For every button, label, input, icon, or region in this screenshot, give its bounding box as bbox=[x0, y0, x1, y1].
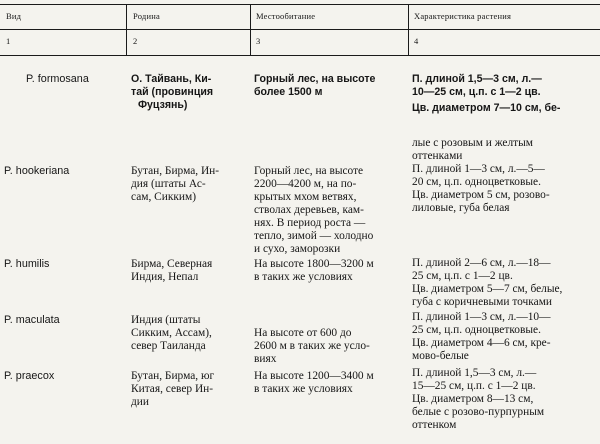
habitat-line: 2600 м в таких же усло- bbox=[254, 340, 370, 352]
description-line: П. длиной 2—6 см, л.—18— bbox=[412, 257, 551, 269]
description-line: мово-белые bbox=[412, 350, 469, 362]
homeland-line: дия (штаты Ас- bbox=[131, 178, 206, 190]
description-line: П. длиной 1,5—3 см, л.— bbox=[412, 367, 537, 379]
description-line: Цв. диаметром 5 см, розово- bbox=[412, 189, 550, 201]
homeland-line: Бутан, Бирма, юг bbox=[131, 370, 215, 382]
habitat-line: в таких же условиях bbox=[254, 271, 353, 283]
description-line: 15—25 см, ц.п. с 1—2 цв. bbox=[412, 380, 536, 392]
species-name: P. formosana bbox=[26, 73, 89, 85]
description-line: белые с розово-пурпурным bbox=[412, 406, 545, 418]
description-line: 25 см, ц.п. с 1—2 цв. bbox=[412, 270, 513, 282]
description-line: Цв. диаметром 8—13 см, bbox=[412, 393, 534, 405]
homeland-line: Бутан, Бирма, Ин- bbox=[131, 165, 220, 177]
description-line: П. длиной 1—3 см, л.—10— bbox=[412, 311, 551, 323]
header-habitat: Местообитание bbox=[256, 11, 316, 21]
homeland-line: Индия (штаты bbox=[131, 314, 201, 326]
habitat-line: и сухо, заморозки bbox=[254, 243, 341, 255]
column-number-4: 4 bbox=[414, 36, 419, 46]
habitat-line: виях bbox=[254, 353, 277, 365]
header-divider-2 bbox=[250, 4, 251, 55]
habitat-line: Горный лес, на высоте bbox=[254, 165, 364, 177]
description-line: лиловые, губа белая bbox=[412, 202, 510, 214]
header-characteristics: Характеристика растения bbox=[414, 11, 512, 21]
habitat-line: Горный лес, на высоте bbox=[254, 73, 376, 85]
habitat-line: На высоте 1800—3200 м bbox=[254, 258, 374, 270]
description-line: Цв. диаметром 5—7 см, белые, bbox=[412, 283, 563, 295]
habitat-line: На высоте от 600 до bbox=[254, 327, 352, 339]
description-line: Цв. диаметром 7—10 см, бе- bbox=[412, 102, 561, 114]
homeland-line: дии bbox=[131, 396, 149, 408]
homeland-line: Фуцзянь) bbox=[138, 99, 188, 111]
column-number-3: 3 bbox=[256, 36, 261, 46]
header-bottom-rule bbox=[0, 55, 600, 56]
description-line: 20 см, ц.п. одноцветковые. bbox=[412, 176, 541, 188]
description-continuation: оттенками bbox=[412, 150, 463, 162]
table-header bbox=[0, 0, 600, 56]
description-continuation: лые с розовым и желтым bbox=[412, 137, 533, 149]
habitat-line: На высоте 1200—3400 м bbox=[254, 370, 374, 382]
description-line: П. длиной 1—3 см, л.—5— bbox=[412, 163, 545, 175]
species-name: P. maculata bbox=[4, 314, 60, 326]
homeland-line: Индия, Непал bbox=[131, 271, 199, 283]
header-divider-3 bbox=[408, 4, 409, 55]
habitat-line: в таких же условиях bbox=[254, 383, 353, 395]
column-number-2: 2 bbox=[133, 36, 138, 46]
habitat-line: 2200—4200 м, на по- bbox=[254, 178, 357, 190]
header-species: Вид bbox=[6, 11, 22, 21]
habitat-line: тепло, зимой — холодно bbox=[254, 230, 374, 242]
header-middle-rule bbox=[0, 29, 600, 30]
habitat-line: нях. В период роста — bbox=[254, 217, 366, 229]
header-divider-1 bbox=[126, 4, 127, 55]
homeland-line: север Таиланда bbox=[131, 340, 206, 352]
homeland-line: О. Тайвань, Ки- bbox=[131, 73, 212, 85]
homeland-line: тай (провинция bbox=[131, 86, 214, 98]
description-line: 25 см, ц.п. одноцветковые. bbox=[412, 324, 541, 336]
description-line: П. длиной 1,5—3 см, л.— bbox=[412, 73, 542, 85]
description-line: Цв. диаметром 4—6 см, кре- bbox=[412, 337, 551, 349]
description-line: губа с коричневыми точками bbox=[412, 296, 553, 308]
species-name: P. praecox bbox=[4, 370, 55, 382]
species-name: P. humilis bbox=[4, 258, 50, 270]
habitat-line: стволах деревьев, кам- bbox=[254, 204, 364, 216]
header-homeland: Родина bbox=[133, 11, 160, 21]
habitat-line: более 1500 м bbox=[254, 86, 323, 98]
homeland-line: Сикким, Ассам), bbox=[131, 327, 212, 339]
habitat-line: крытых мхом ветвях, bbox=[254, 191, 357, 203]
homeland-line: Бирма, Северная bbox=[131, 258, 213, 270]
description-line: оттенком bbox=[412, 419, 457, 431]
header-top-rule bbox=[0, 4, 600, 5]
species-name: P. hookeriana bbox=[4, 165, 70, 177]
homeland-line: сам, Сикким) bbox=[131, 191, 197, 203]
column-number-1: 1 bbox=[6, 36, 11, 46]
homeland-line: Китая, север Ин- bbox=[131, 383, 214, 395]
description-line: 10—25 см, ц.п. с 1—2 цв. bbox=[412, 86, 541, 98]
